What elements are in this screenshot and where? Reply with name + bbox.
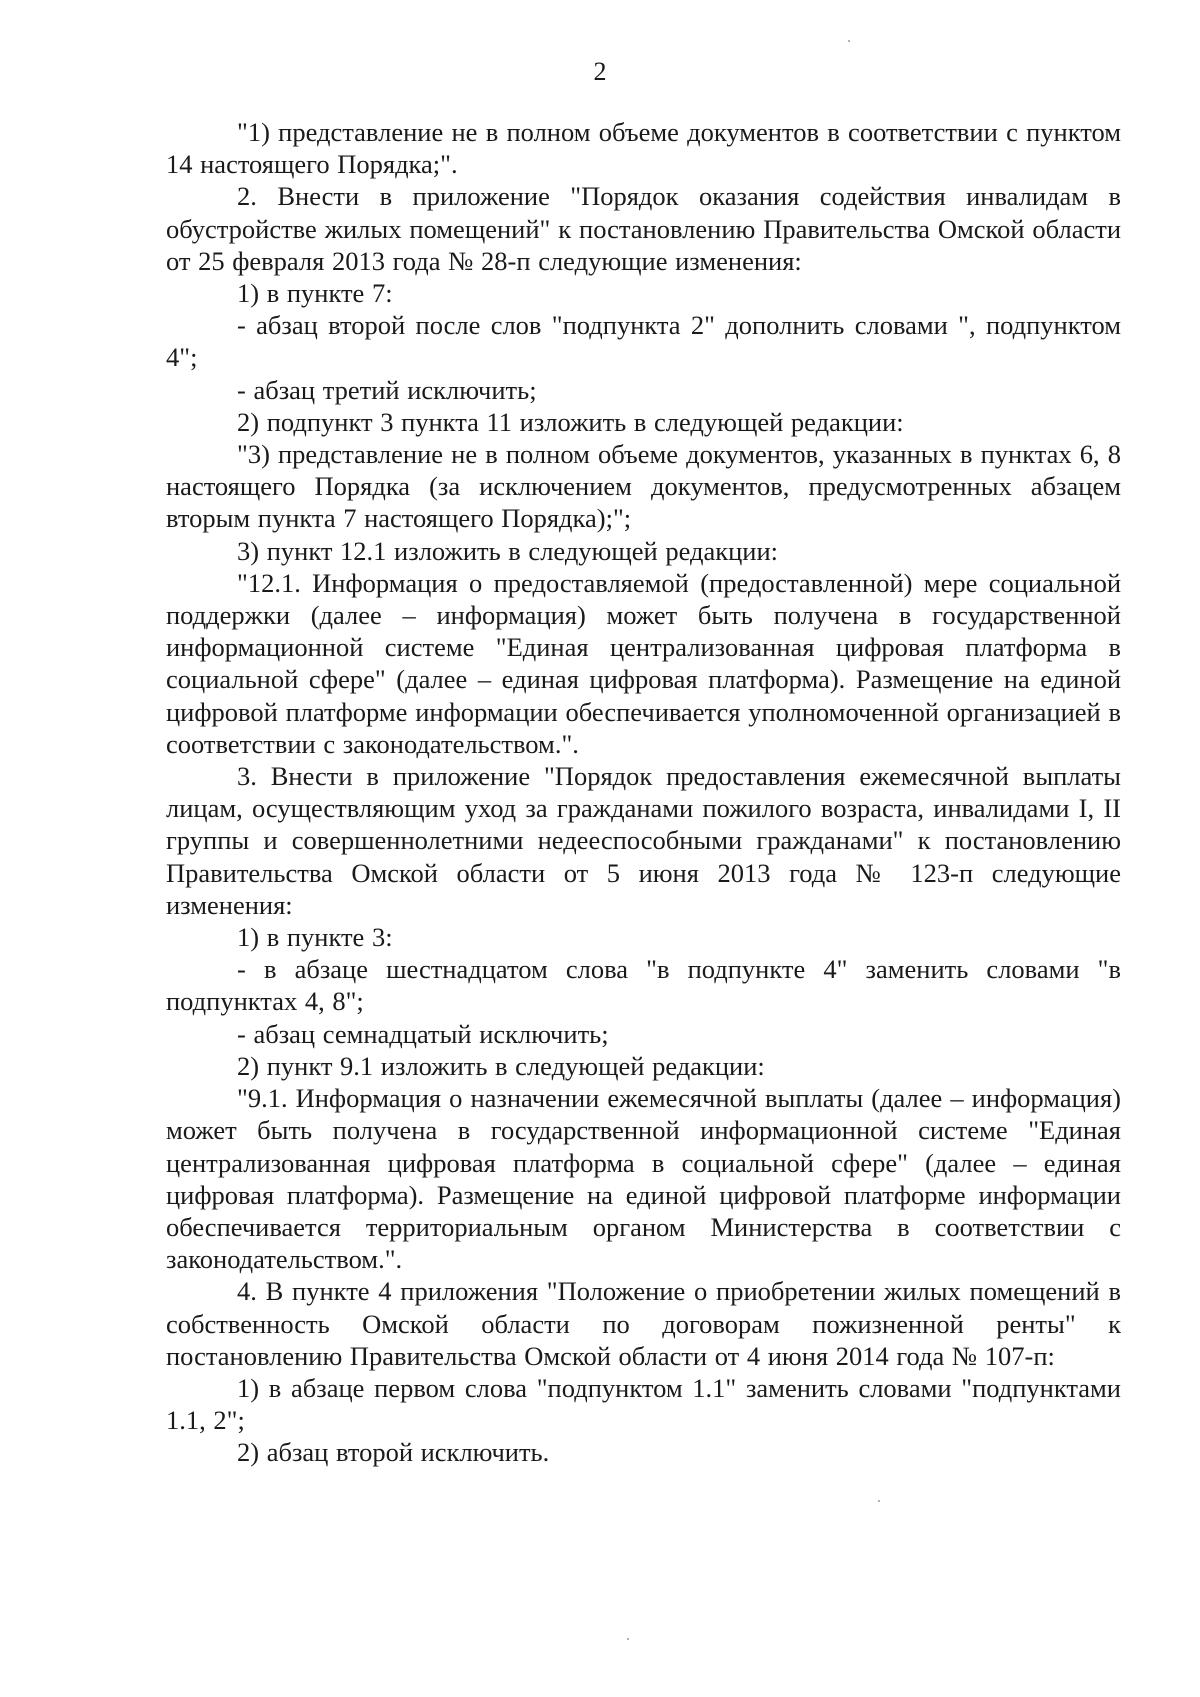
paragraph-11: 1) в пункте 3:: [237, 922, 393, 953]
paragraph-4: - абзац второй после слов "подпункта 2" дополнить словами ", подпунктом 4";: [166, 310, 1121, 373]
scan-speck: [878, 1500, 880, 1502]
paragraph-13: - абзац семнадцатый исключить;: [237, 1018, 609, 1049]
scan-speck: [848, 40, 850, 42]
paragraph-8: 3) пункт 12.1 изложить в следующей редакции:: [237, 535, 779, 566]
paragraph-2: 2. Внести в приложение "Порядок оказания содействия инвалидам в обустройстве жилых помещений" к постановлению Правительства Омской области от 25 февраля 2013 года № 28-п следующие изменения:: [166, 181, 1121, 276]
paragraph-3: 1) в пункте 7:: [237, 278, 393, 309]
paragraph-15: "9.1. Информация о назначении ежемесячной выплаты (далее – информация) может быть получена в государственной информационной системе "Единая централизованная цифровая платформа в социальной сфере" (далее – единая цифровая платформа). Размещение на единой цифровой платформе информации обеспечивается территориальным органом Министерства в соответствии с законодательством.".: [166, 1083, 1121, 1275]
paragraph-18: 2) абзац второй исключить.: [237, 1437, 550, 1468]
paragraph-7: "3) представление не в полном объеме документов, указанных в пунктах 6, 8 настоящего Порядка (за исключением документов, предусмотренных абзацем вторым пункта 7 настоящего Порядка);";: [166, 439, 1121, 534]
paragraph-16: 4. В пункте 4 приложения "Положение о приобретении жилых помещений в собственность Омской области по договорам пожизненной ренты" к постановлению Правительства Омской области от 4 июня 2014 года № 107-п:: [166, 1276, 1121, 1371]
paragraph-12: - в абзаце шестнадцатом слова "в подпункте 4" заменить словами "в подпунктах 4, 8";: [166, 954, 1121, 1017]
paragraph-17: 1) в абзаце первом слова "подпунктом 1.1" заменить словами "подпунктами 1.1, 2";: [166, 1372, 1121, 1436]
document-body: [166, 116, 1121, 1469]
paragraph-1: "1) представление не в полном объеме документов в соответствии с пунктом 14 настоящего Порядка;".: [166, 117, 1121, 180]
paragraph-14: 2) пункт 9.1 изложить в следующей редакции:: [237, 1050, 765, 1081]
paragraph-5: - абзац третий исключить;: [237, 374, 537, 405]
page-number: 2: [593, 57, 607, 86]
scan-speck: [627, 1638, 629, 1640]
paragraph-9: "12.1. Информация о предоставляемой (предоставленной) мере социальной поддержки (далее – информация) может быть получена в государственной информационной системе "Единая централизованная цифровая платформа в социальной сфере" (далее – единая цифровая платформа). Размещение на единой цифровой платформе информации обеспечивается уполномоченной организацией в соответствии с законодательством.".: [166, 567, 1121, 759]
paragraph-10: 3. Внести в приложение "Порядок предоставления ежемесячной выплаты лицам, осуществляющим уход за гражданами пожилого возраста, инвалидами I, II группы и совершеннолетними недееспособными гражданами" к постановлению Правительства Омской области от 5 июня 2013 года № 123-п следующие изменения:: [166, 761, 1121, 920]
paragraph-6: 2) подпункт 3 пункта 11 изложить в следующей редакции:: [237, 406, 904, 437]
